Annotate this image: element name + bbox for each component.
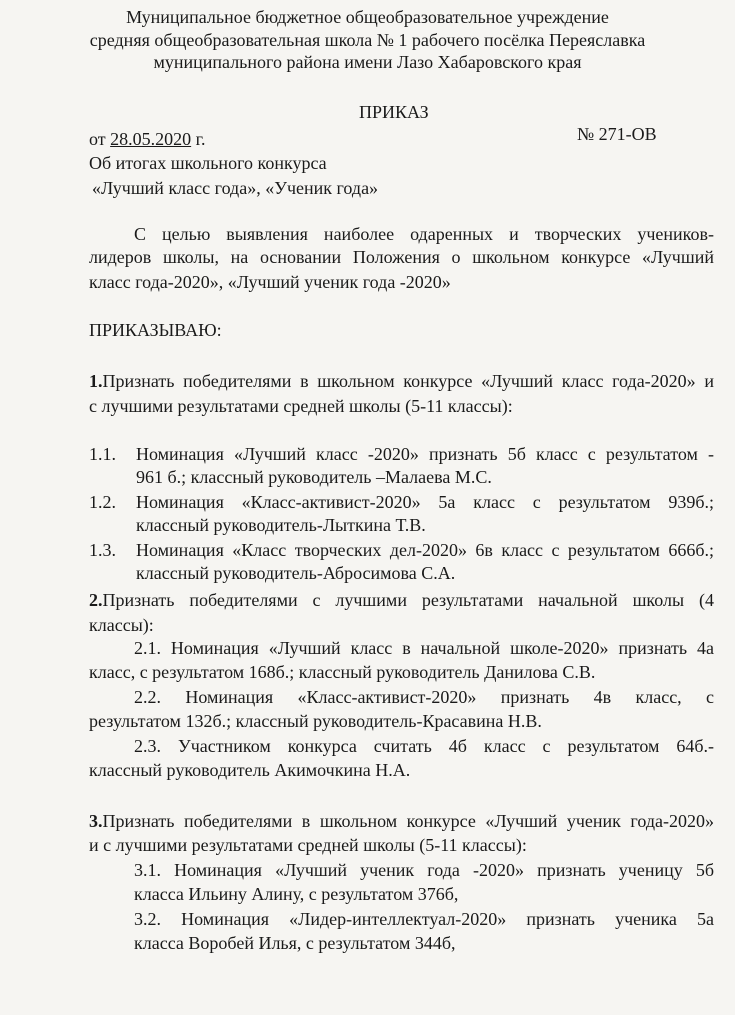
item-2-1-line-1: 2.1. Номинация «Лучший класс в начальной школе-2020» признать 4а: [134, 638, 714, 658]
section1-text: Признать победителями в школьном конкурсе «Лучший класс года-2020» и: [102, 371, 714, 391]
item-1-1-line-2: 961 б.; классный руководитель –Малаева М.С.: [136, 467, 492, 487]
section2-number: 2.: [89, 590, 103, 610]
header-line-1: Муниципальное бюджетное общеобразовательное учреждение: [126, 7, 609, 27]
item-1-2-number: 1.2.: [89, 492, 116, 512]
section3-number: 3.: [89, 811, 103, 831]
section3-line-2: и с лучшими результатами средней школы (5-11 классы):: [89, 835, 527, 855]
item-3-2-line-1: 3.2. Номинация «Лидер-интеллектуал-2020» признать ученика 5а: [134, 909, 714, 929]
section1-line-2: с лучшими результатами средней школы (5-11 классы):: [89, 396, 513, 416]
item-3-1-line-2: класса Ильину Алину, с результатом 376б,: [134, 884, 459, 904]
preamble-line-3: класс года-2020», «Лучший ученик года -2020»: [89, 272, 451, 292]
command-text: ПРИКАЗЫВАЮ:: [89, 320, 222, 340]
item-3-2-line-2: класса Воробей Илья, с результатом 344б,: [134, 933, 456, 953]
item-2-3-line-1: 2.3. Участником конкурса считать 4б класс с результатом 64б.-: [134, 736, 714, 756]
item-2-3-line-2: классный руководитель Акимочкина Н.А.: [89, 760, 411, 780]
item-1-2-line-1: Номинация «Класс-активист-2020» 5а класс с результатом 939б.;: [136, 492, 714, 512]
order-number: № 271-ОВ: [577, 124, 657, 144]
item-1-3-line-2: классный руководитель-Абросимова С.А.: [136, 563, 456, 583]
item-3-1-line-1: 3.1. Номинация «Лучший ученик года -2020» признать ученицу 5б: [134, 860, 714, 880]
section3-line-1: [89, 810, 714, 832]
item-1-2-line-2: классный руководитель-Лыткина Т.В.: [136, 515, 426, 535]
date-prefix: от: [89, 129, 111, 149]
item-1-1-number: 1.1.: [89, 444, 116, 464]
item-2-1-line-2: класс, с результатом 168б.; классный руководитель Данилова С.В.: [89, 662, 596, 682]
section1-number: 1.: [89, 371, 103, 391]
item-1-1-line-1: Номинация «Лучший класс -2020» признать 5б класс с результатом -: [136, 444, 714, 464]
section2-line-2: классы):: [89, 615, 154, 635]
section2-text: Признать победителями с лучшими результатами начальной школы (4: [102, 590, 714, 610]
section1-line-1: [89, 370, 714, 392]
section2-line-1: [89, 589, 714, 611]
section3-text: Признать победителями в школьном конкурсе «Лучший ученик года-2020»: [102, 811, 714, 831]
item-1-3-line-1: Номинация «Класс творческих дел-2020» 6в класс с результатом 666б.;: [136, 540, 714, 560]
item-2-2-line-1: 2.2. Номинация «Класс-активист-2020» признать 4в класс, с: [134, 687, 714, 707]
item-1-3-number: 1.3.: [89, 540, 116, 560]
preamble-line-1: С целью выявления наиболее одаренных и творческих учеников-: [134, 224, 714, 244]
order-title: ПРИКАЗ: [359, 102, 429, 122]
order-subject-1: Об итогах школьного конкурса: [89, 153, 327, 173]
date-value: 28.05.2020: [110, 129, 192, 149]
header-line-3: муниципального района имени Лазо Хабаровского края: [153, 52, 582, 72]
order-subject-2: «Лучший класс года», «Ученик года»: [92, 178, 379, 198]
order-date: [89, 128, 206, 150]
item-2-2-line-2: результатом 132б.; классный руководитель-Красавина Н.В.: [89, 711, 542, 731]
header-line-2: средняя общеобразовательная школа № 1 рабочего посёлка Переяславка: [89, 30, 646, 50]
date-suffix: г.: [191, 129, 206, 149]
preamble-line-2: лидеров школы, на основании Положения о школьном конкурсе «Лучший: [89, 247, 714, 267]
